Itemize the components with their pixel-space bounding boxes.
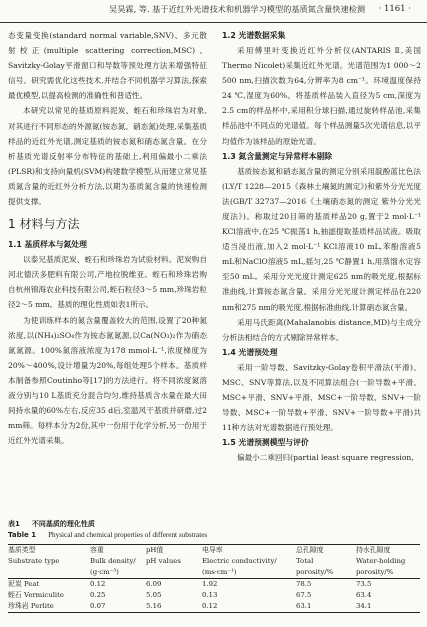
table-cell: 5.05: [146, 591, 162, 599]
table-label: 表1: [8, 520, 20, 528]
paragraph: 采用一阶导数、Savitzky-Golay卷积平滑法(平滑)、MSC、SNV等算法,以及不同算法组合(一阶导数+平滑、MSC+平滑、SNV+平滑、MSC+一阶导数、SNV+一阶导数、MSC+一阶导数+平滑、SNV+一阶导数+平滑)共11种方法对光谱数据进行预处理。: [222, 362, 421, 433]
page-number: · 1161 ·: [378, 4, 411, 14]
table-cell: 0.13: [202, 591, 218, 599]
header-cell: porosity/%: [296, 567, 356, 579]
table-title: 不同基质的理化性质: [31, 520, 95, 528]
table-cell: 0.07: [90, 601, 146, 613]
table-caption-en: [8, 530, 420, 541]
running-header: [0, 0, 427, 23]
table-cell: 78.5: [296, 580, 312, 588]
header-cell: (ms·cm⁻¹): [202, 567, 296, 579]
table-header-row: [8, 556, 420, 567]
table-row: [8, 601, 420, 613]
table-cell: 73.5: [356, 580, 372, 588]
table-1: [8, 519, 420, 613]
header-cell: 总孔隙度: [296, 545, 356, 557]
subsection-heading: 1.1 基质样本与氮处理: [8, 240, 87, 250]
paragraph: 以泰兄基质泥炭、蛭石和珍珠岩为试验材料。泥炭购自河北德沃多肥料有限公司,产地拉脱维亚。蛭石和珍珠岩购自杭州锦海农业科技有限公司,蛭石粒径3～5 mm,珍珠岩粒径2～5 mm。基质的理化性质如表1所示。: [8, 255, 207, 310]
header-cell: 持水孔隙度: [356, 545, 420, 557]
table-cell: 0.12: [202, 601, 296, 613]
header-cell: Total: [296, 557, 314, 565]
table-cell: 珍珠岩 Perlite: [8, 601, 90, 613]
table-caption-cn: [8, 519, 420, 530]
subsection-heading: 1.3 氮含量测定与异常样本剔除: [222, 151, 333, 161]
running-title: 吴昊霖, 等. 基于近红外光谱技术和机器学习模型的基质氮含量快速检测: [109, 4, 366, 14]
section-heading: 1 材料与方法: [8, 217, 80, 232]
table-cell: 34.1: [356, 601, 420, 613]
right-column: [222, 28, 421, 465]
header-cell: Substrate type: [8, 557, 60, 565]
header-cell: (g·cm⁻³): [90, 567, 146, 579]
table-header-row: [8, 567, 420, 579]
properties-table: [8, 544, 420, 613]
subsection-heading: 1.4 光谱预处理: [222, 347, 278, 357]
paragraph: 偏最小二乘回归(partial least square regression,: [237, 453, 414, 463]
table-cell: 0.12: [90, 580, 106, 588]
header-cell: [8, 567, 90, 579]
table-cell: 63.1: [296, 601, 356, 613]
paragraph: 态变量变换(standard normal variable,SNV)、多元散射校正(multiple scattering correction,MSC)、Savitzky-Golay平滑窗口和导数等预处理方法来增强特征信号。研究需优化这些技术,并结合不同机器学习算法,探索最优模型,以提高检测的准确性和普适性。: [8, 31, 207, 101]
paragraph: 采用傅里叶变换近红外分析仪(ANTARIS Ⅱ,美国Thermo Nicolet)采集近红外光谱。光谱范围为1 000～2 500 nm,扫描次数为64,分辨率为8 cm⁻¹。环境温度保持24 ℃,湿度为60%。将基质样品装入直径为5 cm,深度为2.5 cm的样品杯中,采用积分球扫描,通过旋转样品池,采集样品池中不同点的光谱值。每个样品测量5次光谱信息,以平均值作为该样品的原始光谱。: [222, 46, 421, 146]
header-cell: Electric conductivity/: [202, 557, 277, 565]
table-cell: 1.92: [202, 580, 218, 588]
table-row: [8, 579, 420, 591]
paragraph: 基质铵态氮和硝态氮含量的测定分别采用靛酚蓝比色法(LY/T 1228—2015《森林土壤氮的测定》)和紫外分光光度法(GB/T 32737—2016《土壤硝态氮的测定 紫外分光光度法》)。称取过20目筛的基质样品20 g,置于2 mol·L⁻¹ KCl溶液中,在25 ℃振荡1 h,抽滤提取基质样品试液。吸取适当浸出液,加入2 mol·L⁻¹ KCl溶液10 mL,苯酚溶液5 mL和NaClO溶液5 mL,摇匀,25 ℃静置1 h,用蒸馏水定容至50 mL。采用分光光度计测定625 nm的吸光度,根据标准曲线,计算铵态氮含量。采用分光光度计测定样品在220 nm和275 nm的吸光度,根据标准曲线,计算硝态氮含量。: [222, 166, 421, 312]
table-cell: 67.5: [296, 591, 312, 599]
header-cell: pH值: [146, 545, 202, 557]
table-cell: 泥炭 Peat: [8, 580, 40, 588]
subsection-heading: 1.5 光谱预测模型与评价: [222, 438, 309, 448]
paragraph: 采用马氏距离(Mahalanobis distance,MD)与主成分分析法相结合的方式剔除异常样本。: [222, 317, 421, 342]
table-cell: 6.09: [146, 580, 162, 588]
table-cell: 5.16: [146, 601, 202, 613]
table-row: [8, 590, 420, 601]
header-cell: Water-holding: [356, 557, 406, 565]
paragraph: 本研究以常见的基质原料泥炭、蛭石和珍珠岩为对象,对其进行不同形态的外源氮(铵态氮、硝态氮)处理,采集基质样品的近红外光谱,测定基质的铵态氮和硝态氮含量。在分析基质光谱反射率分布特征的基础上,利用偏最小二乘法(PLSR)和支持向量机(SVM)构建数学模型,从而建立常见基质氮含量的近红外分析方法,以期为基质氮含量的快速检测提供支撑。: [8, 106, 207, 207]
table-cell: 蛭石 Vermiculite: [8, 591, 64, 599]
paragraph: 为使训练样本的氮含量覆盖较大的范围,设置了20种氮浓度,以(NH₄)₂SO₄作为铵态氮氮源,以Ca(NO₃)₂作为硝态氮氮源。100%氮溶液浓度为178 mmol·L⁻¹,浓度梯度为20%～400%,设计增量为20%,每组处理5个样本。基质样本制备参照Coutinho等[17]的方法进行。将不同浓度氮溶液分别与10 L基质充分混合均匀,维持基质含水量在最大田间持水量的60%左右,反应35 d后,室温风干基质并研磨,过2 mm筛。每样本分为2份,其中一份用于化学分析,另一份用于近红外光谱采集。: [8, 315, 207, 446]
table-cell: 63.4: [356, 591, 372, 599]
table-cell: 0.25: [90, 591, 106, 599]
subsection-heading: 1.2 光谱数据采集: [222, 31, 286, 40]
header-cell: Bulk density/: [90, 557, 136, 565]
header-cell: porosity/%: [356, 567, 420, 579]
header-cell: 基质类型: [8, 545, 90, 557]
table-title-en: Physical and chemical properties of different substrates: [48, 531, 208, 539]
header-cell: pH values: [146, 557, 181, 565]
header-cell: 电导率: [202, 545, 296, 557]
table-header-row: [8, 545, 420, 557]
table-label-en: Table 1: [8, 531, 37, 539]
header-cell: [146, 567, 202, 579]
left-column: [8, 28, 207, 448]
header-cell: 容重: [90, 545, 146, 557]
